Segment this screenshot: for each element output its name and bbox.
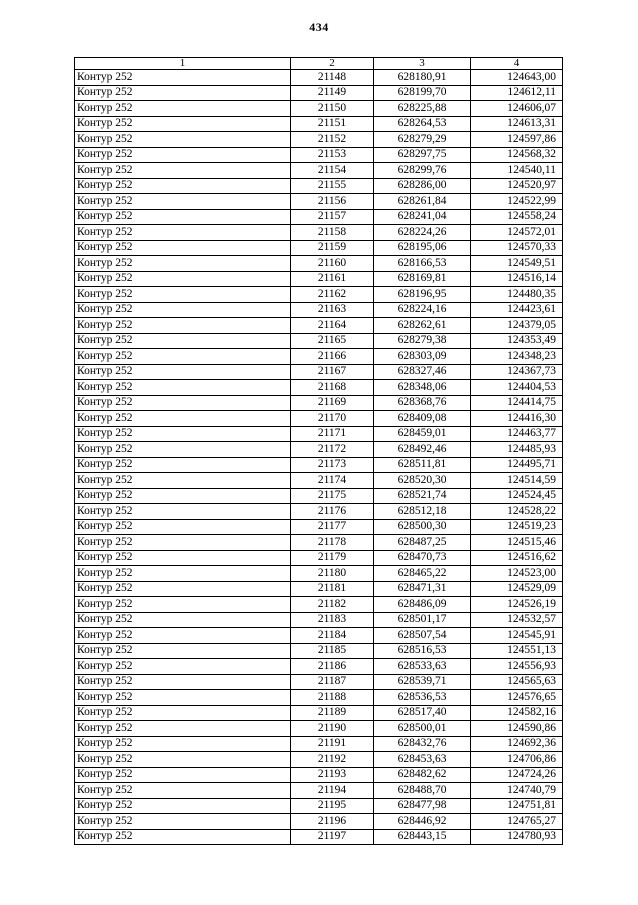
contour-name-cell: Контур 252 [75,194,291,210]
point-number-cell: 21192 [291,752,374,768]
y-coordinate-cell: 124549,51 [471,256,563,272]
contour-name-cell: Контур 252 [75,364,291,380]
y-coordinate-cell: 124523,00 [471,566,563,582]
contour-name-cell: Контур 252 [75,411,291,427]
y-coordinate-cell: 124519,23 [471,519,563,535]
contour-name-cell: Контур 252 [75,287,291,303]
y-coordinate-cell: 124780,93 [471,829,563,845]
contour-name-cell: Контур 252 [75,426,291,442]
table-row [75,364,563,380]
point-number-cell: 21169 [291,395,374,411]
contour-name-cell: Контур 252 [75,690,291,706]
y-coordinate-cell: 124485,93 [471,442,563,458]
x-coordinate-cell: 628195,06 [374,240,471,256]
table-row [75,101,563,117]
contour-name-cell: Контур 252 [75,302,291,318]
contour-name-cell: Контур 252 [75,163,291,179]
point-number-cell: 21168 [291,380,374,396]
y-coordinate-cell: 124404,53 [471,380,563,396]
table-row [75,504,563,520]
table-row [75,132,563,148]
table-row [75,194,563,210]
contour-name-cell: Контур 252 [75,116,291,132]
table-row [75,271,563,287]
table-header-row [75,58,563,70]
table-row [75,814,563,830]
x-coordinate-cell: 628299,76 [374,163,471,179]
table-row [75,70,563,86]
point-number-cell: 21179 [291,550,374,566]
y-coordinate-cell: 124416,30 [471,411,563,427]
x-coordinate-cell: 628261,84 [374,194,471,210]
table-row [75,209,563,225]
contour-name-cell: Контур 252 [75,209,291,225]
point-number-cell: 21187 [291,674,374,690]
point-number-cell: 21152 [291,132,374,148]
table-row [75,349,563,365]
point-number-cell: 21195 [291,798,374,814]
x-coordinate-cell: 628327,46 [374,364,471,380]
x-coordinate-cell: 628262,61 [374,318,471,334]
point-number-cell: 21156 [291,194,374,210]
y-coordinate-cell: 124532,57 [471,612,563,628]
x-coordinate-cell: 628279,29 [374,132,471,148]
point-number-cell: 21190 [291,721,374,737]
contour-name-cell: Контур 252 [75,550,291,566]
point-number-cell: 21172 [291,442,374,458]
x-coordinate-cell: 628453,63 [374,752,471,768]
contour-name-cell: Контур 252 [75,178,291,194]
point-number-cell: 21167 [291,364,374,380]
table-row [75,225,563,241]
contour-name-cell: Контур 252 [75,736,291,752]
contour-name-cell: Контур 252 [75,721,291,737]
point-number-cell: 21184 [291,628,374,644]
x-coordinate-cell: 628477,98 [374,798,471,814]
x-coordinate-cell: 628196,95 [374,287,471,303]
table-row [75,721,563,737]
contour-name-cell: Контур 252 [75,240,291,256]
contour-name-cell: Контур 252 [75,70,291,86]
point-number-cell: 21170 [291,411,374,427]
y-coordinate-cell: 124558,24 [471,209,563,225]
table-row [75,395,563,411]
x-coordinate-cell: 628507,54 [374,628,471,644]
point-number-cell: 21174 [291,473,374,489]
y-coordinate-cell: 124576,65 [471,690,563,706]
point-number-cell: 21185 [291,643,374,659]
table-row [75,674,563,690]
point-number-cell: 21160 [291,256,374,272]
y-coordinate-cell: 124765,27 [471,814,563,830]
y-coordinate-cell: 124613,31 [471,116,563,132]
table-row [75,705,563,721]
x-coordinate-cell: 628368,76 [374,395,471,411]
table-row [75,566,563,582]
y-coordinate-cell: 124565,63 [471,674,563,690]
column-header-4: 4 [471,58,563,70]
contour-name-cell: Контур 252 [75,519,291,535]
contour-name-cell: Контур 252 [75,271,291,287]
contour-name-cell: Контур 252 [75,318,291,334]
y-coordinate-cell: 124495,71 [471,457,563,473]
contour-name-cell: Контур 252 [75,597,291,613]
column-header-2: 2 [291,58,374,70]
contour-name-cell: Контур 252 [75,101,291,117]
point-number-cell: 21154 [291,163,374,179]
table-row [75,783,563,799]
y-coordinate-cell: 124423,61 [471,302,563,318]
coordinates-table [74,57,563,845]
x-coordinate-cell: 628432,76 [374,736,471,752]
point-number-cell: 21153 [291,147,374,163]
contour-name-cell: Контур 252 [75,752,291,768]
table-row [75,256,563,272]
contour-name-cell: Контур 252 [75,225,291,241]
table-row [75,302,563,318]
y-coordinate-cell: 124526,19 [471,597,563,613]
point-number-cell: 21151 [291,116,374,132]
point-number-cell: 21188 [291,690,374,706]
contour-name-cell: Контур 252 [75,798,291,814]
contour-name-cell: Контур 252 [75,395,291,411]
point-number-cell: 21159 [291,240,374,256]
y-coordinate-cell: 124463,77 [471,426,563,442]
y-coordinate-cell: 124522,99 [471,194,563,210]
point-number-cell: 21197 [291,829,374,845]
table-row [75,581,563,597]
y-coordinate-cell: 124524,45 [471,488,563,504]
y-coordinate-cell: 124706,86 [471,752,563,768]
x-coordinate-cell: 628241,04 [374,209,471,225]
table-row [75,519,563,535]
point-number-cell: 21150 [291,101,374,117]
y-coordinate-cell: 124480,35 [471,287,563,303]
table-row [75,690,563,706]
table-row [75,798,563,814]
table-row [75,287,563,303]
table-row [75,829,563,845]
column-header-3: 3 [374,58,471,70]
x-coordinate-cell: 628470,73 [374,550,471,566]
table-body [75,70,563,845]
table-row [75,628,563,644]
contour-name-cell: Контур 252 [75,674,291,690]
contour-name-cell: Контур 252 [75,457,291,473]
x-coordinate-cell: 628446,92 [374,814,471,830]
contour-name-cell: Контур 252 [75,256,291,272]
contour-name-cell: Контур 252 [75,349,291,365]
x-coordinate-cell: 628516,53 [374,643,471,659]
x-coordinate-cell: 628500,30 [374,519,471,535]
contour-name-cell: Контур 252 [75,643,291,659]
x-coordinate-cell: 628539,71 [374,674,471,690]
table-row [75,752,563,768]
table-row [75,318,563,334]
table-row [75,597,563,613]
table-row [75,767,563,783]
y-coordinate-cell: 124367,73 [471,364,563,380]
x-coordinate-cell: 628224,26 [374,225,471,241]
table-row [75,612,563,628]
page-number: 434 [309,20,329,34]
y-coordinate-cell: 124520,97 [471,178,563,194]
y-coordinate-cell: 124514,59 [471,473,563,489]
contour-name-cell: Контур 252 [75,85,291,101]
table-row [75,550,563,566]
table-row [75,85,563,101]
y-coordinate-cell: 124414,75 [471,395,563,411]
contour-name-cell: Контур 252 [75,783,291,799]
y-coordinate-cell: 124612,11 [471,85,563,101]
table-row [75,163,563,179]
table-row [75,333,563,349]
x-coordinate-cell: 628486,09 [374,597,471,613]
table-row [75,147,563,163]
y-coordinate-cell: 124751,81 [471,798,563,814]
point-number-cell: 21164 [291,318,374,334]
table-row [75,736,563,752]
contour-name-cell: Контур 252 [75,380,291,396]
y-coordinate-cell: 124556,93 [471,659,563,675]
y-coordinate-cell: 124568,32 [471,147,563,163]
y-coordinate-cell: 124740,79 [471,783,563,799]
y-coordinate-cell: 124379,05 [471,318,563,334]
point-number-cell: 21196 [291,814,374,830]
point-number-cell: 21158 [291,225,374,241]
y-coordinate-cell: 124590,86 [471,721,563,737]
x-coordinate-cell: 628511,81 [374,457,471,473]
y-coordinate-cell: 124597,86 [471,132,563,148]
table-row [75,643,563,659]
contour-name-cell: Контур 252 [75,829,291,845]
y-coordinate-cell: 124529,09 [471,581,563,597]
x-coordinate-cell: 628286,00 [374,178,471,194]
table-row [75,473,563,489]
y-coordinate-cell: 124353,49 [471,333,563,349]
point-number-cell: 21194 [291,783,374,799]
x-coordinate-cell: 628348,06 [374,380,471,396]
point-number-cell: 21175 [291,488,374,504]
x-coordinate-cell: 628533,63 [374,659,471,675]
contour-name-cell: Контур 252 [75,659,291,675]
x-coordinate-cell: 628459,01 [374,426,471,442]
point-number-cell: 21165 [291,333,374,349]
y-coordinate-cell: 124540,11 [471,163,563,179]
x-coordinate-cell: 628465,22 [374,566,471,582]
contour-name-cell: Контур 252 [75,628,291,644]
x-coordinate-cell: 628169,81 [374,271,471,287]
y-coordinate-cell: 124692,36 [471,736,563,752]
x-coordinate-cell: 628471,31 [374,581,471,597]
x-coordinate-cell: 628180,91 [374,70,471,86]
contour-name-cell: Контур 252 [75,333,291,349]
x-coordinate-cell: 628225,88 [374,101,471,117]
x-coordinate-cell: 628166,53 [374,256,471,272]
contour-name-cell: Контур 252 [75,705,291,721]
contour-name-cell: Контур 252 [75,442,291,458]
x-coordinate-cell: 628536,53 [374,690,471,706]
table-row [75,380,563,396]
point-number-cell: 21181 [291,581,374,597]
x-coordinate-cell: 628500,01 [374,721,471,737]
y-coordinate-cell: 124515,46 [471,535,563,551]
point-number-cell: 21176 [291,504,374,520]
contour-name-cell: Контур 252 [75,535,291,551]
table-row [75,178,563,194]
contour-name-cell: Контур 252 [75,473,291,489]
point-number-cell: 21162 [291,287,374,303]
x-coordinate-cell: 628520,30 [374,473,471,489]
x-coordinate-cell: 628199,70 [374,85,471,101]
contour-name-cell: Контур 252 [75,767,291,783]
column-header-1: 1 [75,58,291,70]
x-coordinate-cell: 628512,18 [374,504,471,520]
table-row [75,240,563,256]
contour-name-cell: Контур 252 [75,581,291,597]
table-row [75,535,563,551]
y-coordinate-cell: 124551,13 [471,643,563,659]
contour-name-cell: Контур 252 [75,147,291,163]
table-row [75,411,563,427]
y-coordinate-cell: 124516,62 [471,550,563,566]
table-row [75,442,563,458]
point-number-cell: 21166 [291,349,374,365]
x-coordinate-cell: 628517,40 [374,705,471,721]
x-coordinate-cell: 628279,38 [374,333,471,349]
table-row [75,426,563,442]
point-number-cell: 21180 [291,566,374,582]
x-coordinate-cell: 628224,16 [374,302,471,318]
x-coordinate-cell: 628303,09 [374,349,471,365]
table-row [75,659,563,675]
point-number-cell: 21148 [291,70,374,86]
point-number-cell: 21193 [291,767,374,783]
point-number-cell: 21171 [291,426,374,442]
point-number-cell: 21149 [291,85,374,101]
y-coordinate-cell: 124643,00 [471,70,563,86]
y-coordinate-cell: 124516,14 [471,271,563,287]
point-number-cell: 21186 [291,659,374,675]
table-row [75,488,563,504]
contour-name-cell: Контур 252 [75,504,291,520]
point-number-cell: 21163 [291,302,374,318]
point-number-cell: 21177 [291,519,374,535]
point-number-cell: 21189 [291,705,374,721]
x-coordinate-cell: 628443,15 [374,829,471,845]
contour-name-cell: Контур 252 [75,132,291,148]
table-row [75,116,563,132]
y-coordinate-cell: 124570,33 [471,240,563,256]
y-coordinate-cell: 124545,91 [471,628,563,644]
y-coordinate-cell: 124724,26 [471,767,563,783]
contour-name-cell: Контур 252 [75,814,291,830]
x-coordinate-cell: 628264,53 [374,116,471,132]
point-number-cell: 21183 [291,612,374,628]
point-number-cell: 21178 [291,535,374,551]
point-number-cell: 21155 [291,178,374,194]
x-coordinate-cell: 628297,75 [374,147,471,163]
x-coordinate-cell: 628501,17 [374,612,471,628]
point-number-cell: 21182 [291,597,374,613]
x-coordinate-cell: 628487,25 [374,535,471,551]
contour-name-cell: Контур 252 [75,488,291,504]
table-row [75,457,563,473]
x-coordinate-cell: 628409,08 [374,411,471,427]
x-coordinate-cell: 628488,70 [374,783,471,799]
x-coordinate-cell: 628521,74 [374,488,471,504]
point-number-cell: 21161 [291,271,374,287]
contour-name-cell: Контур 252 [75,612,291,628]
y-coordinate-cell: 124582,16 [471,705,563,721]
y-coordinate-cell: 124606,07 [471,101,563,117]
x-coordinate-cell: 628492,46 [374,442,471,458]
contour-name-cell: Контур 252 [75,566,291,582]
point-number-cell: 21157 [291,209,374,225]
y-coordinate-cell: 124528,22 [471,504,563,520]
point-number-cell: 21191 [291,736,374,752]
y-coordinate-cell: 124572,01 [471,225,563,241]
y-coordinate-cell: 124348,23 [471,349,563,365]
x-coordinate-cell: 628482,62 [374,767,471,783]
point-number-cell: 21173 [291,457,374,473]
